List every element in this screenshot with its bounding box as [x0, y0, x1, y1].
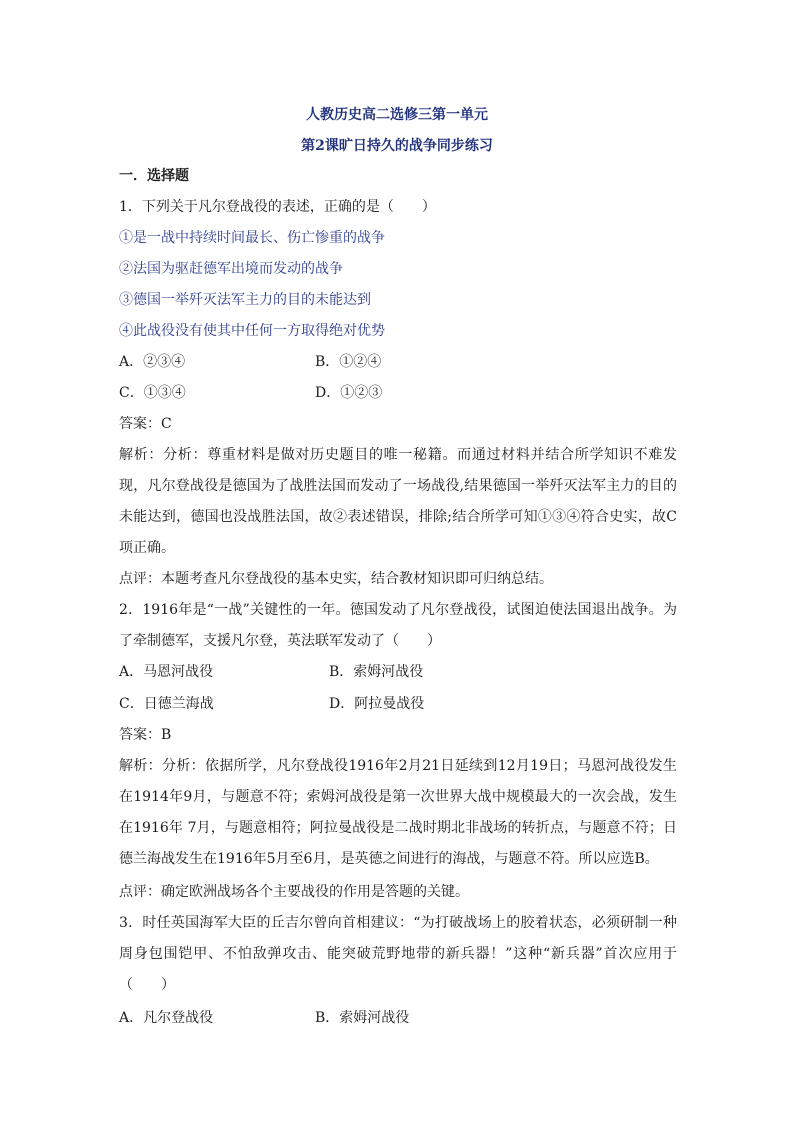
- question-1-stem: 1．下列关于凡尔登战役的表述，正确的是（ ）: [119, 199, 436, 215]
- question-1-analysis: 解析：分析：尊重材料是做对历史题目的唯一秘籍。而通过材料并结合所学知识不难发现，凡尔登战役是德国为了战胜法国而发动了一场战役,结果德国一举歼灭法军主力的目的未能达到，德国也没战胜法国，故②表述错误，排除;结合所学可知①③④符合史实，故C项正确。: [119, 447, 677, 556]
- question-1-option-b: B．①②④: [315, 354, 382, 370]
- question-3-option-a: A．凡尔登战役: [119, 1010, 214, 1026]
- question-2-stem: 2．1916年是“一战”关键性的一年。德国发动了凡尔登战役，试图迫使法国退出战争。为了牵制德军，支援凡尔登，英法联军发动了（ ）: [119, 602, 677, 649]
- question-1-option-a: A．②③④: [119, 354, 186, 370]
- question-2-comment: 点评：确定欧洲战场各个主要战役的作用是答题的关键。: [119, 884, 469, 900]
- document-title: 人教历史高二选修三第一单元: [306, 107, 488, 123]
- document-subtitle: 第2课旷日持久的战争同步练习: [301, 138, 493, 154]
- question-3-option-b: B．索姆河战役: [315, 1010, 410, 1026]
- question-1-option-d: D．①②③: [315, 385, 383, 401]
- question-1-option-c: C．①③④: [119, 385, 186, 401]
- section-heading: 一．选择题: [119, 168, 189, 184]
- question-3-stem: 3．时任英国海军大臣的丘吉尔曾向首相建议：“为打破战场上的胶着状态，必须研制一种周身包围铠甲、不怕敌弹攻击、能突破荒野地带的新兵器！”这种“新兵器”首次应用于（ ）: [119, 915, 677, 993]
- question-2-option-d: D．阿拉曼战役: [329, 696, 425, 712]
- question-1-statement-1: ①是一战中持续时间最长、伤亡惨重的战争: [119, 230, 385, 246]
- question-2-answer: 答案：B: [119, 727, 172, 743]
- question-1-statement-2: ②法国为驱赶德军出境而发动的战争: [119, 261, 343, 277]
- question-2-option-b: B．索姆河战役: [329, 664, 424, 680]
- question-1-comment: 点评：本题考查凡尔登战役的基本史实，结合教材知识即可归纳总结。: [119, 571, 553, 587]
- question-1-answer: 答案：C: [119, 416, 172, 432]
- question-1-statement-3: ③德国一举歼灭法军主力的目的未能达到: [119, 292, 371, 308]
- question-2-option-c: C．日德兰海战: [119, 696, 214, 712]
- question-2-option-a: A．马恩河战役: [119, 664, 214, 680]
- question-2-analysis: 解析：分析：依据所学，凡尔登战役1916年2月21日延续到12月19日；马恩河战役发生在1914年9月，与题意不符；索姆河战役是第一次世界大战中规模最大的一次会战，发生在1916年 7月，与题意相符；阿拉曼战役是二战时期北非战场的转折点，与题意不符；日德兰海战发生在1916年5月至6月，是英德之间进行的海战，与题意不符。所以应选B。: [119, 758, 677, 867]
- question-1-statement-4: ④此战役没有使其中任何一方取得绝对优势: [119, 323, 385, 339]
